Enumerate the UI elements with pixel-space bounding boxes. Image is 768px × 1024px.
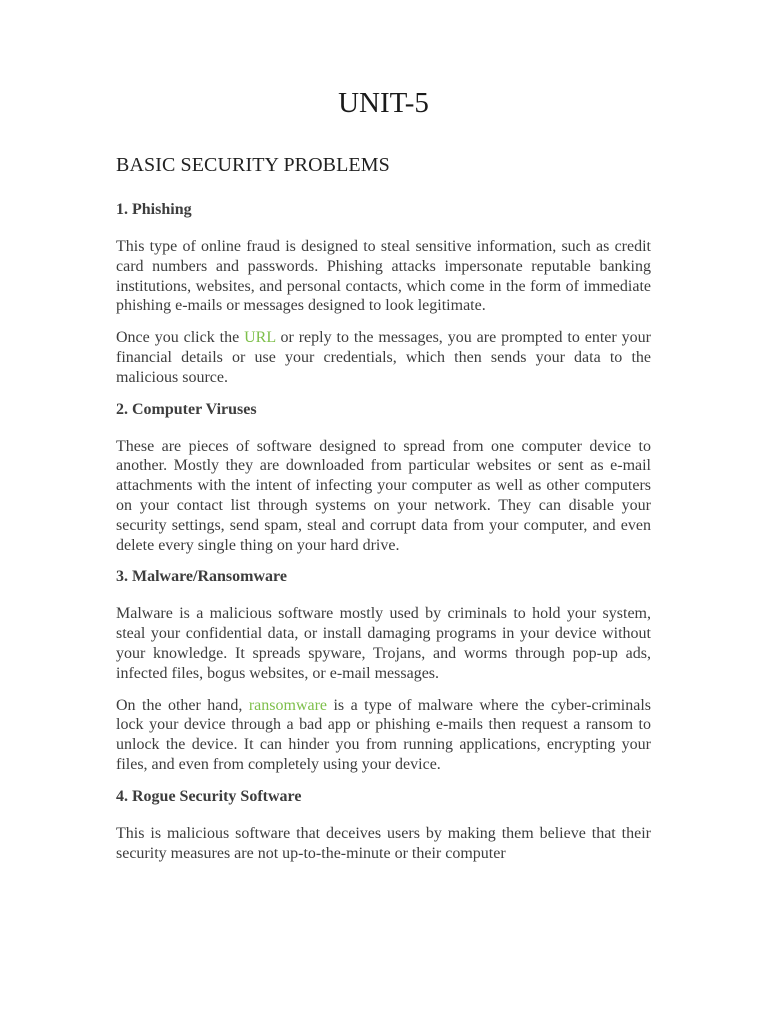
paragraph-text: On the other hand,	[116, 696, 249, 714]
ransomware-link[interactable]: ransomware	[248, 696, 328, 714]
unit-title: UNIT-5	[338, 87, 429, 119]
paragraph-rogue-security-software: This is malicious software that deceives users by making them believe that their security measures are not up-to-the-minute or their computer	[116, 824, 651, 862]
paragraph-malware-1: Malware is a malicious software mostly used by criminals to hold your system, steal your confidential data, or install damaging programs in your device without your knowledge. It spreads spyware, Trojans, and worms through pop-up ads, infected files, bogus websites, or e-mail messages.	[116, 605, 651, 682]
paragraph-text: Once you click the	[116, 329, 245, 347]
paragraph-text: is a type of malware where the cyber-criminals lock your device through a bad app or phishing e-mails then request a ransom to unlock the device. It can hinder you from running applications, encrypting your files, and even from completely using your device.	[116, 696, 651, 773]
url-link[interactable]: URL	[244, 329, 276, 347]
section-title: BASIC SECURITY PROBLEMS	[116, 154, 390, 176]
heading-phishing: 1. Phishing	[116, 201, 192, 218]
paragraph-computer-viruses: These are pieces of software designed to spread from one computer device to another. Mostly they are downloaded from particular websites or sent as e-mail attachments with the intent of infecting your computer as well as other computers on your contact list through systems on your network. They can disable your security settings, send spam, steal and corrupt data from your computer, and even delete every single thing on your hard drive.	[116, 437, 651, 554]
paragraph-text: or reply to the messages, you are prompted to enter your financial details or use your credentials, which then sends your data to the malicious source.	[116, 329, 651, 386]
document-page	[116, 84, 651, 874]
paragraph-phishing-2	[116, 328, 651, 387]
heading-malware-ransomware: 3. Malware/Ransomware	[116, 568, 287, 586]
heading-rogue-security-software: 4. Rogue Security Software	[116, 787, 302, 805]
heading-computer-viruses: 2. Computer Viruses	[116, 400, 257, 418]
paragraph-malware-2	[116, 696, 651, 775]
paragraph-phishing-1: This type of online fraud is designed to steal sensitive information, such as credit card numbers and passwords. Phishing attacks impersonate reputable banking institutions, websites, and personal contacts, which come in the form of immediate phishing e-mails or messages designed to look legitimate.	[116, 238, 651, 315]
